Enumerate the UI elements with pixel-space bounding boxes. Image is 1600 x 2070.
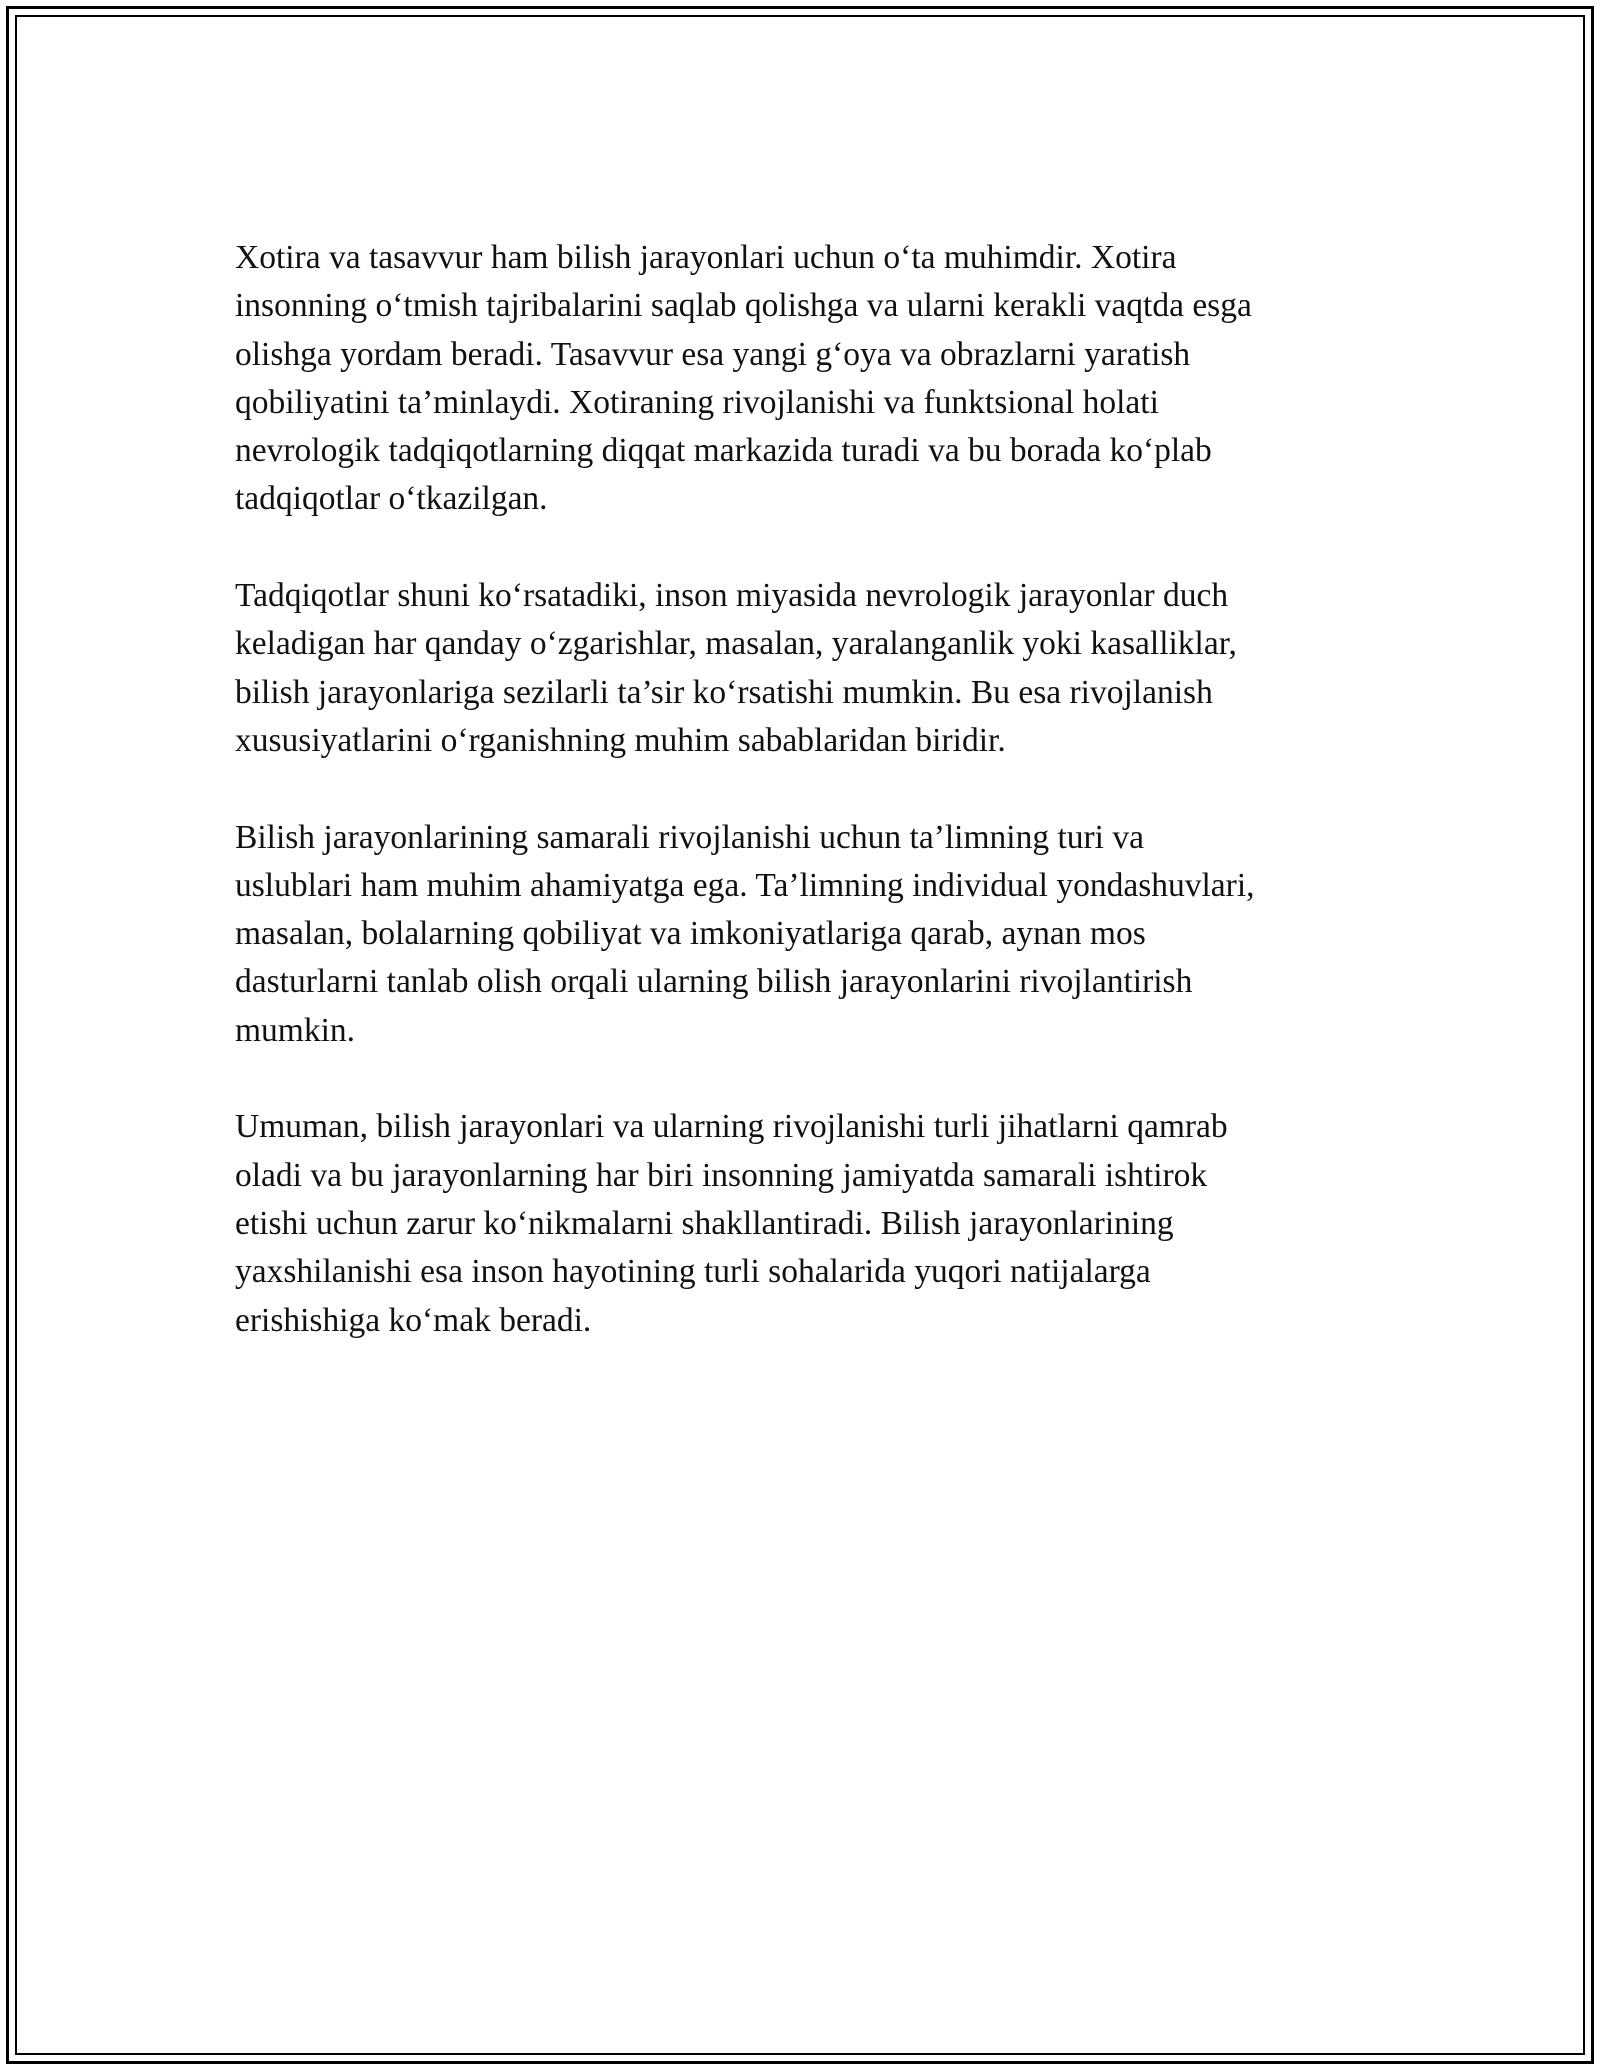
text-line: keladigan har qanday o‘zgarishlar, masalan, yaralanganlik yoki kasalliklar, [235,625,1237,663]
text-line: Xotira va tasavvur ham bilish jarayonlari uchun o‘ta muhimdir. Xotira [235,239,1177,276]
paragraph-2 [235,572,1365,765]
text-line: insonning o‘tmish tajribalarini saqlab qolishga va ularni kerakli vaqtda esga [235,287,1252,325]
text-line: masalan, bolalarning qobiliyat va imkoniyatlariga qarab, aynan mos [235,915,1146,953]
text-line: xususiyatlarini o‘rganishning muhim sabablaridan biridir. [235,721,1006,759]
paragraph-1 [235,234,1365,524]
text-line: erishishiga ko‘mak beradi. [235,1301,592,1339]
text-line: Tadqiqotlar shuni ko‘rsatadiki, inson miyasida nevrologik jarayonlar duch [235,577,1229,615]
text-line: olishga yordam beradi. Tasavvur esa yangi g‘oya va obrazlarni yaratish [235,335,1191,373]
paragraph-4 [235,1103,1365,1344]
paragraph-3 [235,814,1365,1055]
text-line: qobiliyatini ta’minlaydi. Xotiraning rivojlanishi va funktsional holati [235,383,1159,421]
text-line: etishi uchun zarur ko‘nikmalarni shakllantiradi. Bilish jarayonlarining [235,1204,1174,1242]
text-line: Umuman, bilish jarayonlari va ularning rivojlanishi turli jihatlarni qamrab [235,1108,1228,1146]
text-line: uslublari ham muhim ahamiyatga ega. Ta’limning individual yondashuvlari, [235,866,1255,904]
text-line: tadqiqotlar o‘tkazilgan. [235,480,548,518]
text-line: yaxshilanishi esa inson hayotining turli sohalarida yuqori natijalarga [235,1253,1151,1291]
document-body [235,234,1365,1345]
text-line: bilish jarayonlariga sezilarli ta’sir ko‘rsatishi mumkin. Bu esa rivojlanish [235,673,1213,711]
text-line: nevrologik tadqiqotlarning diqqat markazida turadi va bu borada ko‘plab [235,432,1212,470]
text-line: dasturlarni tanlab olish orqali ularning bilish jarayonlarini rivojlantirish [235,963,1193,1001]
text-line: Bilish jarayonlarining samarali rivojlanishi uchun ta’limning turi va [235,818,1144,856]
text-line: oladi va bu jarayonlarning har biri insonning jamiyatda samarali ishtirok [235,1156,1208,1194]
text-line: mumkin. [235,1011,356,1049]
